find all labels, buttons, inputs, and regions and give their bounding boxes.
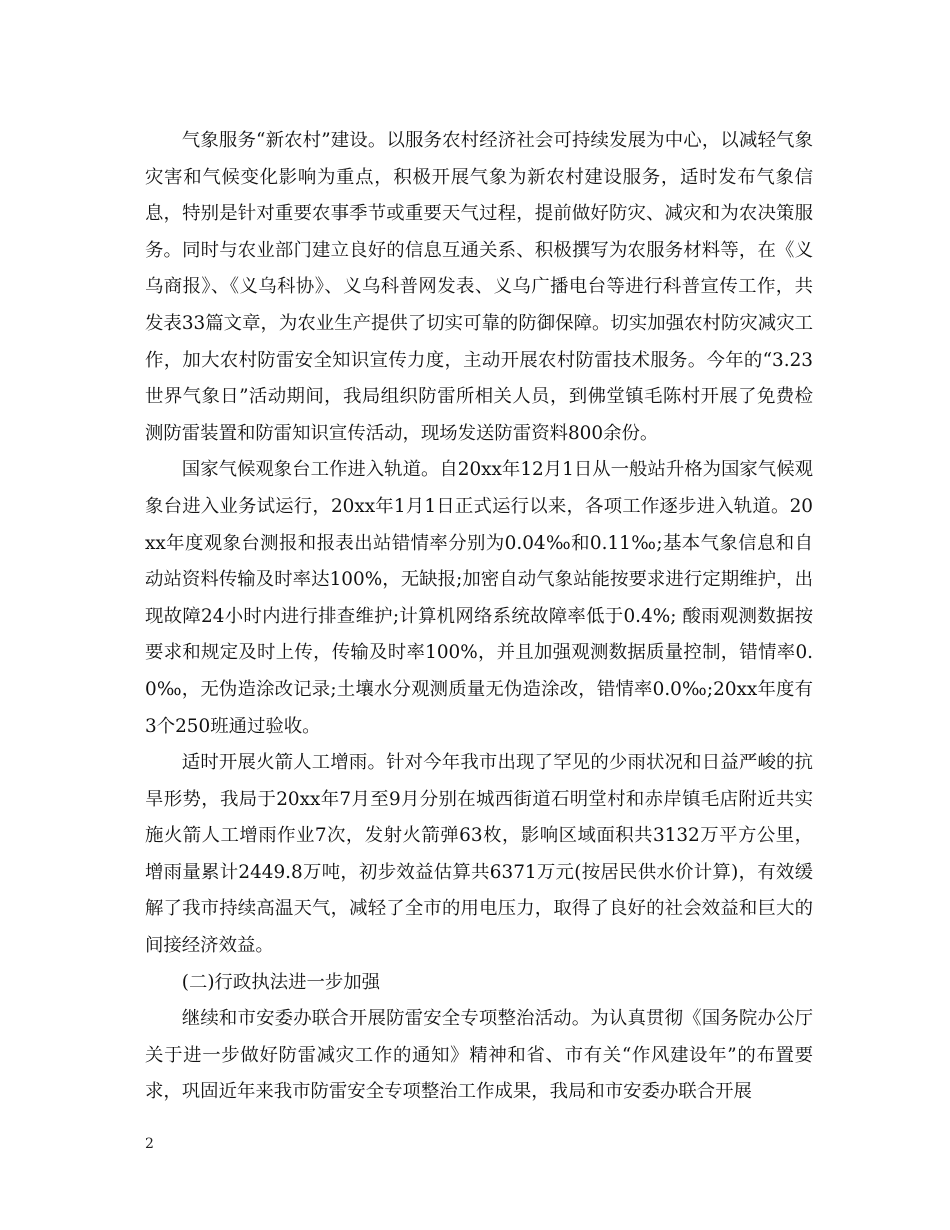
paragraph-rocket-rain-enhancement: 适时开展火箭人工增雨。针对今年我市出现了罕见的少雨状况和日益严峻的抗旱形势，我局于20xx年7月至9月分别在城西街道石明堂村和赤岸镇毛店附近共实施火箭人工增雨作业7次，发射火箭弹63枚，影响区域面积共3132万平方公里，增雨量累计2449.8万吨，初步效益估算共6371万元(按居民供水价计算)，有效缓解了我市持续高温天气，减轻了全市的用电压力，取得了良好的社会效益和巨大的间接经济效益。: [145, 752, 813, 957]
paragraph-national-climate-observatory: 国家气候观象台工作进入轨道。自20xx年12月1日从一般站升格为国家气候观象台进入业务试运行，20xx年1月1日正式运行以来，各项工作逐步进入轨道。20xx年度观象台测报和报表出站错情率分别为0.04‰和0.11‰;基本气象信息和自动站资料传输及时率达100%，无缺报;加密自动气象站能按要求进行定期维护，出现故障24小时内进行排查维护;计算机网络系统故障率低于0.4%; 酸雨观测数据按要求和规定及时上传，传输及时率100%，并且加强观测数据质量控制，错情率0.0‰，无伪造涂改记录;土壤水分观测质量无伪造涂改，错情率0.0‰;20xx年度有3个250班通过验收。: [145, 459, 813, 737]
paragraph-lightning-safety-campaign: 继续和市安委办联合开展防雷安全专项整治活动。为认真贯彻《国务院办公厅关于进一步做好防雷减灾工作的通知》精神和省、市有关“作风建设年”的布置要求，巩固近年来我市防雷安全专项整治工作成果，我局和市安委办联合开展: [145, 1008, 813, 1103]
page-number: 2: [145, 1136, 154, 1152]
section-heading-administrative-enforcement: (二)行政执法进一步加强: [181, 971, 381, 993]
document-body: [145, 123, 813, 1111]
paragraph-rural-weather-service: 气象服务“新农村”建设。以服务农村经济社会可持续发展为中心，以减轻气象灾害和气候变化影响为重点，积极开展气象为新农村建设服务，适时发布气象信息，特别是针对重要农事季节或重要天气过程，提前做好防灾、减灾和为农决策服务。同时与农业部门建立良好的信息互通关系、积极撰写为农服务材料等，在《义乌商报》、《义乌科协》、义乌科普网发表、义乌广播电台等进行科普宣传工作，共发表33篇文章，为农业生产提供了切实可靠的防御保障。切实加强农村防灾减灾工作，加大农村防雷安全知识宣传力度，主动开展农村防雷技术服务。今年的“3.23世界气象日”活动期间，我局组织防雷所相关人员，到佛堂镇毛陈村开展了免费检测防雷装置和防雷知识宣传活动，现场发送防雷资料800余份。: [145, 130, 813, 444]
